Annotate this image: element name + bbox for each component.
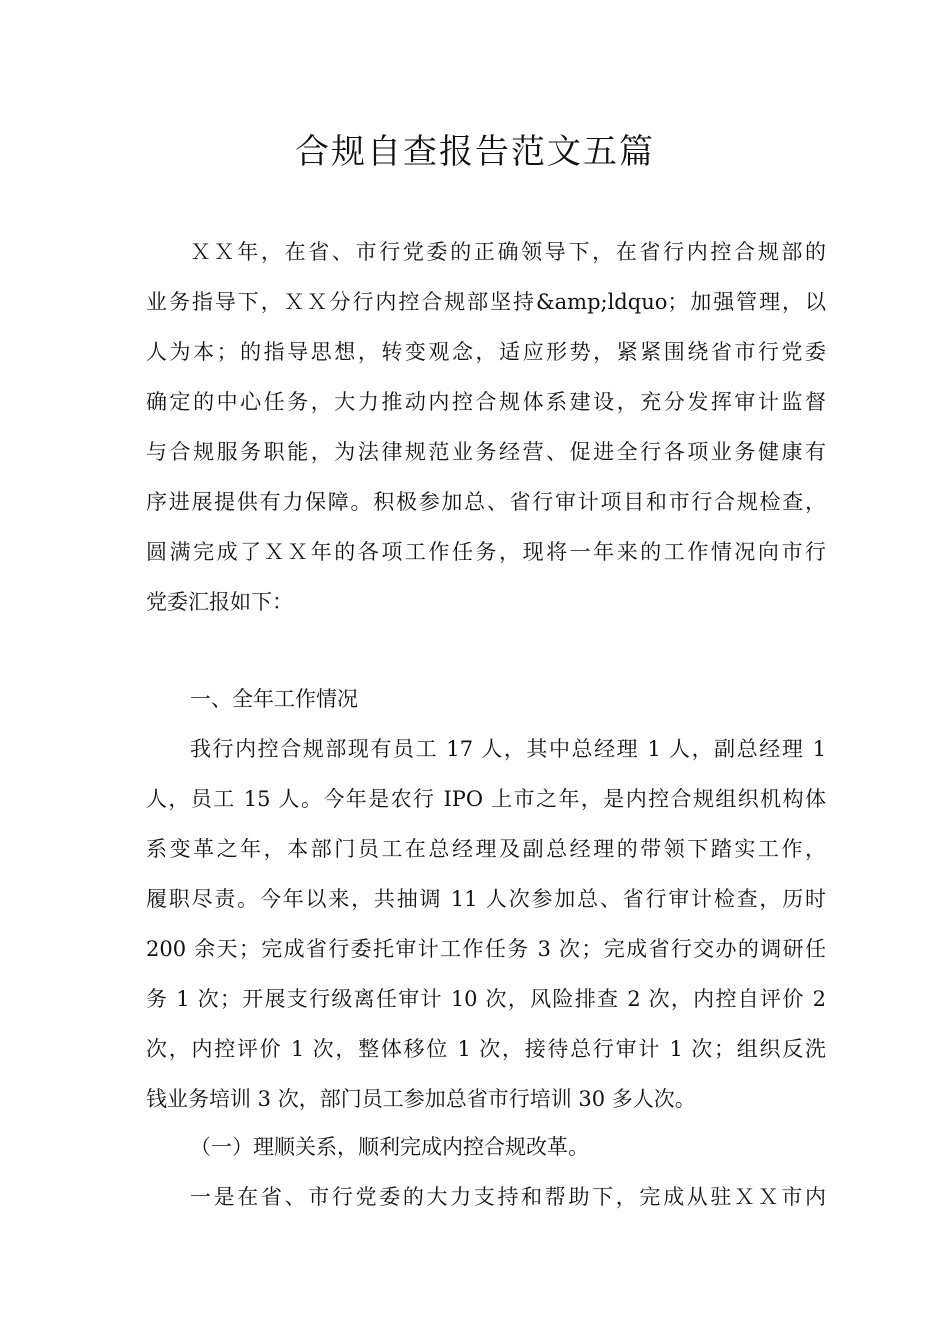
body-line-15: 次，内控评价 1 次，整体移位 1 次，接待总行审计 1 次；组织反洗 [146, 1037, 826, 1061]
body-line-6: 序进展提供有力保障。积极参加总、省行审计项目和市行合规检查， [146, 490, 826, 514]
body-line-13: 200 余天；完成省行委托审计工作任务 3 次；完成省行交办的调研任 [146, 937, 826, 961]
body-line-11: 系变革之年，本部门员工在总经理及副总经理的带领下踏实工作， [146, 837, 826, 861]
body-line-1: ＸＸ年，在省、市行党委的正确领导下，在省行内控合规部的 [190, 240, 826, 264]
body-line-5: 与合规服务职能，为法律规范业务经营、促进全行各项业务健康有 [146, 440, 826, 464]
body-line-10: 人，员工 15 人。今年是农行 IPO 上市之年，是内控合规组织机构体 [146, 787, 826, 811]
body-line-9: 我行内控合规部现有员工 17 人，其中总经理 1 人，副总经理 1 [190, 737, 826, 761]
body-line-7: 圆满完成了ＸＸ年的各项工作任务，现将一年来的工作情况向市行 [146, 540, 826, 564]
body-line-12: 履职尽责。今年以来，共抽调 11 人次参加总、省行审计检查，历时 [146, 887, 826, 911]
body-line-2: 业务指导下，ＸＸ分行内控合规部坚持&amp;ldquo；加强管理，以 [146, 290, 826, 314]
body-line-17: 一是在省、市行党委的大力支持和帮助下，完成从驻ＸＸ市内 [190, 1185, 826, 1209]
body-line-16: 钱业务培训 3 次，部门员工参加总省市行培训 30 多人次。 [146, 1087, 696, 1111]
body-line-3: 人为本；的指导思想，转变观念，适应形势，紧紧围绕省市行党委 [146, 340, 826, 364]
page-title: 合规自查报告范文五篇 [295, 132, 655, 172]
section-heading: 一、全年工作情况 [190, 687, 358, 711]
subsection-heading: （一）理顺关系，顺利完成内控合规改革。 [190, 1135, 589, 1159]
body-line-8: 党委汇报如下： [146, 590, 293, 614]
body-line-14: 务 1 次；开展支行级离任审计 10 次，风险排查 2 次，内控自评价 2 [146, 987, 826, 1011]
body-line-4: 确定的中心任务，大力推动内控合规体系建设，充分发挥审计监督 [146, 390, 826, 414]
